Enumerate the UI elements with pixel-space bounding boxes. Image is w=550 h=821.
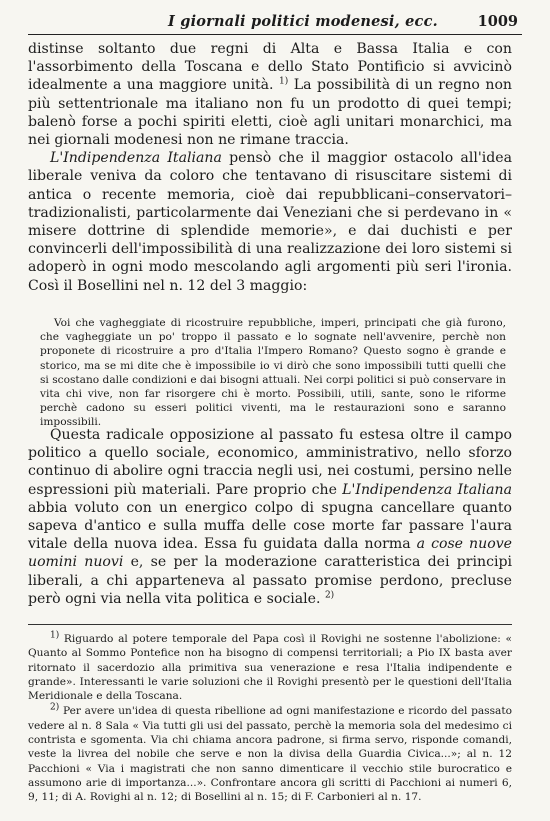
footnote-marker-1: 1) [50, 630, 60, 641]
main-text-top [28, 40, 512, 295]
footnote-2: $^{2)}$ Per avere un'idea di questa ribellione ad ogni manifestazione e ricordo del passato vedere al n. 8 Sala « Via tutti gli usi del passato, perchè la memoria sola del medesimo ci contrista e sgomenta. Via chi chiama ancora padrone, si firma servo, risponde comandi, veste la livrea del nobile che serve e non la divisa della Guardia Civica...»; al n. 12 Pacchioni « Via i magistrati che non sanno dimenticare il vecchio stile burocratico e assumono arie di importanza...». Confrontare ancora gli scritti di Pacchioni ai numeri 6, 9, 11; di A. Rovighi al n. 12; di Bosellini al n. 15; di F. Carbonieri al n. 17. [28, 702, 512, 804]
paragraph-1: distinse soltanto due regni di Alta e Bassa Italia e con l'assorbimento della Toscana e dello Stato Pontificio si avvicinò idealmente a una maggiore unità. $^{1)}$ La possibilità di un regno non più settentrionale ma italiano non fu un prodotto di quei tempi; balenò forse a pochi spiriti eletti, cioè agli unitari monarchici, ma nei giornali modenesi non ne rimane traccia. [28, 41, 513, 149]
journal-name: L'Indipendenza Italiana [50, 150, 222, 167]
running-title: I giornali politici modenesi, ecc. [168, 13, 438, 30]
footnote-ref-2: 2) [324, 590, 335, 601]
running-header [28, 10, 522, 35]
main-text-bottom [28, 426, 512, 608]
journal-name: L'Indipendenza Italiana [342, 481, 512, 498]
footnotes [28, 624, 512, 805]
paragraph-3: Questa radicale opposizione al passato fu estesa oltre il campo politico a quello sociale, economico, amministrativo, nello sforzo continuo di abolire ogni traccia negli usi, nei costumi, persino nelle espressioni più materiali. Pare proprio che L'Indipendenza Italiana abbia voluto con un energico colpo di spugna cancellare quanto sapeva d'antico e sulla muffa delle cose morte far passare l'aura vitale della nuova idea. Essa fu guidata dalla norma a cose nuove uomini nuovi e, se per la moderazione caratteristica dei principi liberali, a chi apparteneva al passato promise perdono, precluse però ogni via nella vita politica e sociale. $^{2)}$ [28, 427, 512, 607]
paragraph-2: L'Indipendenza Italiana pensò che il maggior ostacolo all'idea liberale veniva da coloro che tentavano di risuscitare sistemi di antica o recente memoria, cioè dai repubblicani–conservatori–tradizionalisti, particolarmente dai Veneziani che si perdevano in « misere dottrine di splendide memorie», e dai duchisti e per convincerli dell'impossibilità di una realizzazione dei loro sistemi si adoperò in ogni modo mescolando agli argomenti più seri l'ironia. Così il Bosellini nel n. 12 del 3 maggio: [28, 150, 512, 294]
footnote-ref-1: 1) [279, 76, 289, 87]
motto: a cose nuove uomini nuovi [28, 536, 512, 571]
quote-text: Voi che vagheggiate di ricostruire repubbliche, imperi, principati che già furono, che vagheggiate un po' troppo il passato e lo sognate nell'avvenire, perchè non proponete di ricostruire a pro d'Italia l'Impero Romano? Questo sogno è grande e storico, ma se mi dite che è impossibile io vi dirò che sono impossibili tutti quelli che si scostano dalle condizioni e dai bisogni attuali. Nei corpi politici si può conservare in vita chi vive, non far risorgere chi è morto. Possibili, utili, sante, sono le riforme perchè cadono su esseri politici viventi, ma le restaurazioni sono e saranno impossibili. [40, 317, 506, 429]
page-number: 1009 [477, 13, 518, 30]
footnote-1: $^{1)}$ Riguardo al potere temporale del Papa così il Rovighi ne sostenne l'abolizione: « Quanto al Sommo Pontefice non ha bisogno di compensi territoriali; a Pio IX basta aver ritornato il sacerdozio alla primitiva sua venerazione e resa l'Italia indipendente e grande». Interessanti le varie soluzioni che il Rovighi presentò per le questioni dell'Italia Meridionale e della Toscana. [28, 630, 512, 703]
footnote-marker-2: 2) [50, 702, 60, 713]
block-quote [40, 316, 506, 430]
